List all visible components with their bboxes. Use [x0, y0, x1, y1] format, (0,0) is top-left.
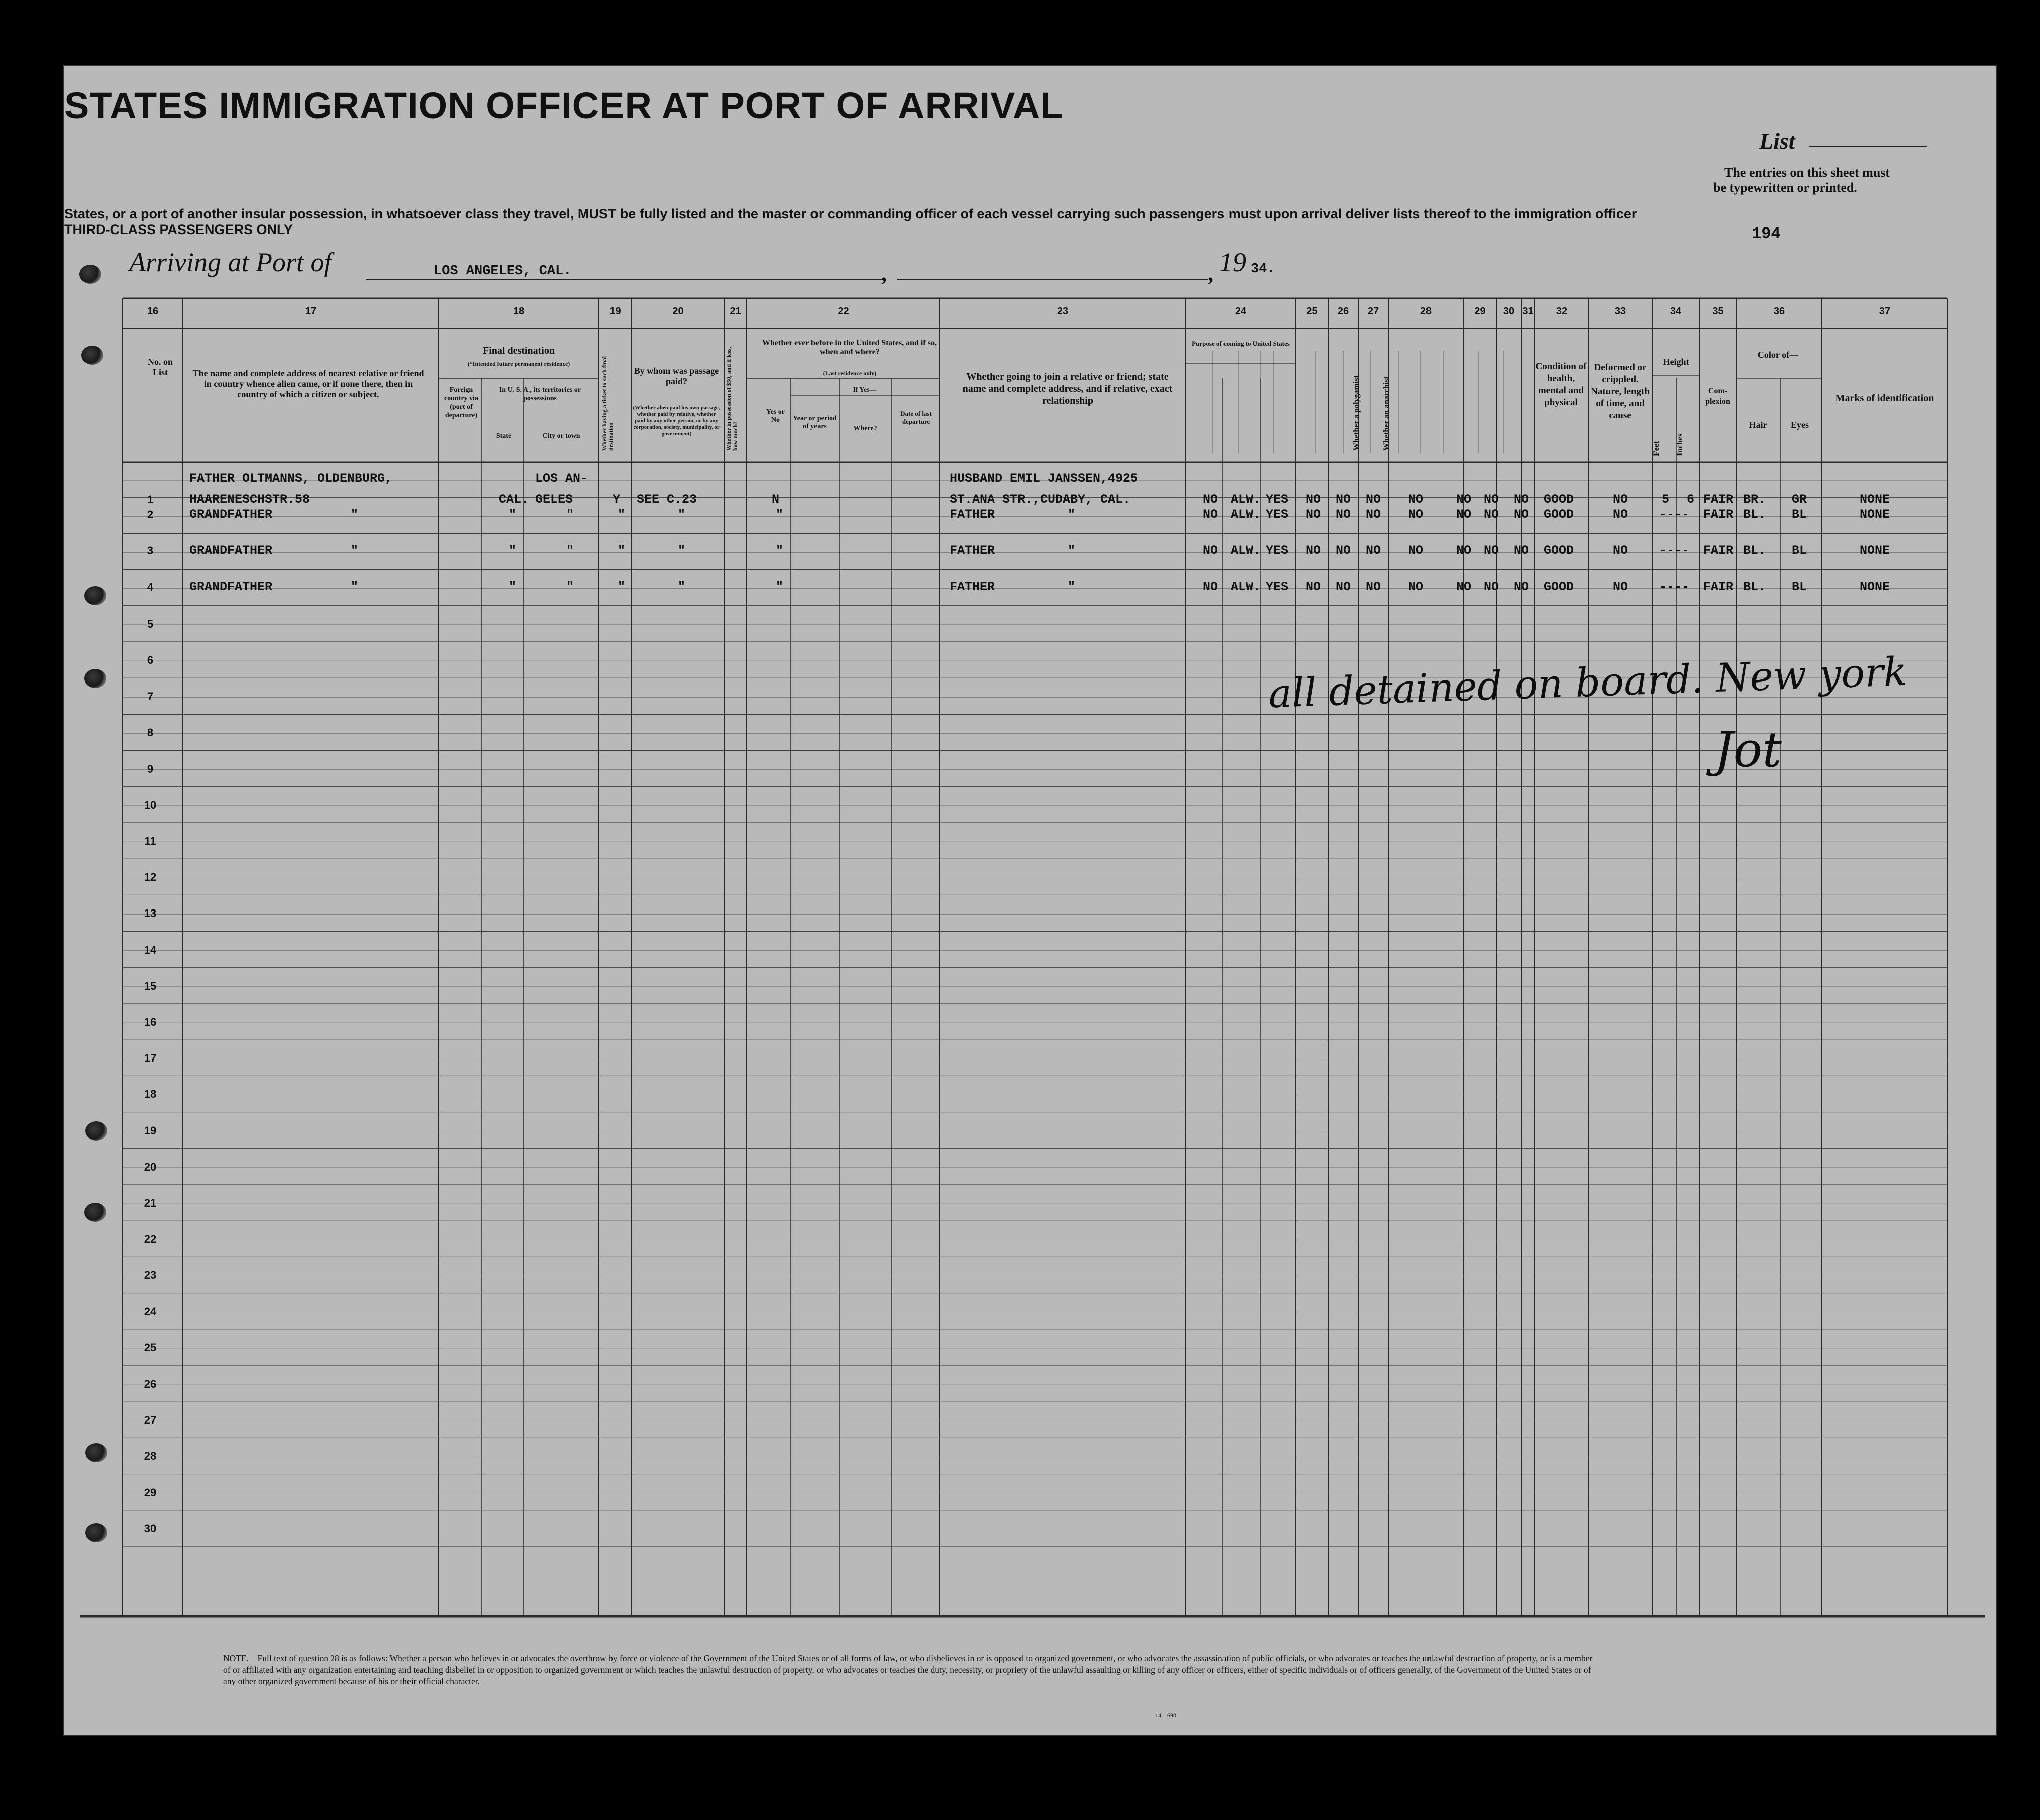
purpose-col-a: NO [1203, 507, 1218, 522]
answer-30: NO [1484, 492, 1499, 507]
ditto-mark: " [1068, 543, 1076, 558]
identification-marks: NONE [1860, 579, 1890, 594]
column-number: 26 [1337, 306, 1349, 317]
ditto-mark: " [678, 579, 686, 594]
answer-25: NO [1306, 507, 1321, 522]
purpose-col-a: NO [1203, 579, 1218, 594]
passage-paid-by: SEE C.23 [637, 492, 697, 507]
height-feet: 5 [1662, 492, 1670, 507]
ditto-mark: " [678, 543, 686, 558]
row-number: 26 [144, 1378, 157, 1390]
eye-color: BL [1792, 579, 1807, 594]
answer-30: NO [1484, 579, 1499, 594]
purpose-col-b: ALW. [1231, 507, 1261, 522]
answer-27: NO [1366, 543, 1381, 558]
column-number: 32 [1556, 306, 1568, 317]
ditto-mark: " [351, 543, 359, 558]
column-number: 27 [1367, 306, 1379, 317]
header-height: Height [1663, 357, 1689, 367]
answer-27: NO [1366, 492, 1381, 507]
row-number: 8 [147, 726, 154, 739]
column-number: 25 [1306, 306, 1318, 317]
header-state: State [496, 432, 512, 440]
deformed: NO [1613, 492, 1628, 507]
relative-abroad: FATHER OLTMANNS, OLDENBURG, [189, 471, 393, 486]
relative-abroad-address: HAARENESCHSTR.58 [189, 492, 310, 507]
eye-color: BL [1792, 543, 1807, 558]
column-number: 35 [1712, 306, 1724, 317]
health-condition: GOOD [1544, 492, 1574, 507]
row-number: 29 [144, 1486, 157, 1499]
header-deformed: Deformed or crippled. Nature, length of time, and cause [1591, 362, 1650, 421]
row-number: 22 [144, 1233, 157, 1246]
column-number: 36 [1773, 306, 1785, 317]
complexion: FAIR [1703, 507, 1734, 522]
answer-27: NO [1366, 507, 1381, 522]
ditto-mark: " [566, 507, 574, 522]
join-relative: FATHER [950, 543, 995, 558]
instruction-line: States, or a port of another insular possession, in whatsoever class they travel, MUST be fully listed and the master or commanding officer of each vessel carrying such passengers must upon arrival deliver lists thereof to the immigration officer [64, 206, 1637, 221]
header-complexion: Com-plexion [1705, 387, 1730, 406]
ditto-mark: " [776, 543, 784, 558]
row-number: 19 [144, 1124, 157, 1137]
destination-city: LOS AN- [535, 471, 588, 486]
column-number: 31 [1522, 306, 1534, 317]
handwritten-annotation: all detained on board. New york [1267, 649, 1908, 717]
purpose-col-a: NO [1203, 543, 1218, 558]
row-number: 9 [147, 762, 154, 775]
eye-color: BL [1792, 507, 1807, 522]
ditto-mark: " [509, 507, 517, 522]
height-inches: 6 [1687, 492, 1695, 507]
header-years: Year or period of years [793, 415, 837, 430]
row-number: 23 [144, 1269, 157, 1282]
column-number: 16 [147, 306, 159, 317]
header-feet: Feet [1652, 441, 1661, 456]
column-number: 28 [1420, 306, 1432, 317]
purpose-col-b: ALW. [1231, 492, 1261, 507]
year-prefix: 19 [1219, 247, 1246, 277]
answer-31: NO [1514, 543, 1529, 558]
ditto-mark: " [566, 543, 574, 558]
ditto-mark: " [351, 507, 359, 522]
destination-state: CAL. [499, 492, 529, 507]
ditto-mark: " [618, 507, 626, 522]
ditto-mark: " [509, 579, 517, 594]
column-number: 17 [305, 306, 317, 317]
column-number: 34 [1670, 306, 1682, 317]
port-name: LOS ANGELES, CAL. [434, 264, 572, 279]
header-anarchist: Whether an anarchist [1382, 376, 1391, 451]
column-number: 22 [838, 306, 849, 317]
row-number: 1 [147, 493, 154, 506]
header-if-yes: If Yes— [853, 386, 877, 394]
page-title: STATES IMMIGRATION OFFICER AT PORT OF ARRIVAL [64, 85, 1064, 126]
handwritten-initials: Jot [1714, 722, 1782, 778]
height-dash: ---- [1659, 579, 1690, 594]
height-dash: ---- [1659, 543, 1690, 558]
answer-30: NO [1484, 507, 1499, 522]
answer-28: NO [1408, 492, 1424, 507]
row-number: 13 [144, 907, 157, 920]
complexion: FAIR [1703, 579, 1734, 594]
ditto-mark: " [618, 579, 626, 594]
answer-29: NO [1456, 579, 1472, 594]
column-number: 30 [1503, 306, 1515, 317]
purpose-col-c: YES [1266, 492, 1289, 507]
header-in-usa: In U. S. A., its territories or possessions [499, 386, 581, 402]
answer-28: NO [1408, 579, 1424, 594]
ditto-mark: " [776, 507, 784, 522]
deformed: NO [1613, 579, 1628, 594]
row-number: 6 [147, 654, 154, 666]
purpose-col-c: YES [1266, 507, 1289, 522]
purpose-col-c: YES [1266, 579, 1289, 594]
row-number: 11 [144, 835, 156, 847]
row-number: 30 [144, 1522, 157, 1535]
answer-26: NO [1336, 507, 1351, 522]
header-final-destination: Final destination [483, 345, 555, 356]
ditto-mark: " [678, 507, 686, 522]
join-relative: HUSBAND EMIL JANSSEN,4925 [950, 471, 1138, 486]
height-dash: ---- [1659, 507, 1690, 522]
header-last-departure: Date of last departure [900, 410, 932, 425]
row-number: 20 [144, 1160, 157, 1173]
row-number: 7 [147, 690, 154, 703]
year-suffix: 34. [1251, 262, 1275, 277]
join-relative: FATHER [950, 579, 995, 594]
answer-28: NO [1408, 507, 1424, 522]
column-number: 20 [672, 306, 684, 317]
answer-31: NO [1514, 579, 1529, 594]
answer-30: NO [1484, 543, 1499, 558]
complexion: FAIR [1703, 492, 1734, 507]
header-ticket: Whether having a ticket to such final destination [601, 356, 615, 451]
ditto-mark: " [1068, 579, 1076, 594]
identification-marks: NONE [1860, 492, 1890, 507]
header-passage-paid: By whom was passage paid? [634, 366, 719, 386]
answer-25: NO [1306, 579, 1321, 594]
before-us-flag: N [772, 492, 780, 507]
health-condition: GOOD [1544, 543, 1574, 558]
header-condition-health: Condition of health, mental and physical [1535, 361, 1587, 408]
ditto-mark: " [1068, 507, 1076, 522]
purpose-col-a: NO [1203, 492, 1218, 507]
row-number: 28 [144, 1450, 157, 1463]
header-final-destination-sub: (*Intended future permanent residence) [467, 360, 570, 367]
identification-marks: NONE [1860, 507, 1890, 522]
column-number: 18 [513, 306, 525, 317]
row-number: 10 [144, 798, 157, 811]
purpose-col-c: YES [1266, 543, 1289, 558]
form-code: 14—690 [1155, 1712, 1176, 1719]
row-number: 15 [144, 979, 157, 992]
header-hair: Hair [1749, 420, 1767, 430]
identification-marks: NONE [1860, 543, 1890, 558]
header-city: City or town [542, 432, 580, 440]
arriving-label: Arriving at Port of [129, 247, 332, 277]
row-number: 21 [144, 1197, 157, 1209]
purpose-col-b: ALW. [1231, 543, 1261, 558]
hair-color: BL. [1743, 507, 1766, 522]
column-number: 23 [1057, 306, 1069, 317]
column-number: 33 [1614, 306, 1626, 317]
answer-25: NO [1306, 543, 1321, 558]
ditto-mark: " [351, 579, 359, 594]
health-condition: GOOD [1544, 507, 1574, 522]
row-number: 14 [144, 943, 157, 956]
answer-26: NO [1336, 492, 1351, 507]
header-relative-abroad: The name and complete address of nearest relative or friend in country whence alien came, or if none there, then in country of which a citizen or subject. [192, 368, 424, 399]
header-color-of: Color of— [1757, 350, 1799, 360]
footer-note: NOTE.—Full text of question 28 is as follows: Whether a person who believes in or advocates the overthrow by force or violence of the Government of the United States or of all forms of law, or who disbelieves in or is opposed to organized government, or who advocates the assassination of public officials, or who advocates or teaches the unlawful destruction of property, or is a member of or affiliated with any organization entertaining and teaching disbelief in or opposition to organized government or which teaches the unlawful destruction of property, or who advocates or teaches the duty, necessity, or propriety of the unlawful assaulting or killing of any officer or officers, either of specific individuals or of officers generally, of the Government of the United States or of any other organized government because of his or their official character. [223, 1653, 1593, 1686]
ditto-mark: " [566, 579, 574, 594]
answer-27: NO [1366, 579, 1381, 594]
row-number: 27 [144, 1414, 157, 1427]
header-marks: Marks of identification [1835, 393, 1934, 404]
row-number: 3 [147, 544, 154, 557]
deformed: NO [1613, 543, 1628, 558]
header-passage-paid-sub: (Whether alien paid his own passage, whether paid by relative, whether paid by any other person, or by any corporation, society, municipality, or government) [633, 405, 720, 437]
complexion: FAIR [1703, 543, 1734, 558]
ditto-mark: " [618, 543, 626, 558]
hair-color: BR. [1743, 492, 1766, 507]
header-purpose: Purpose of coming to United States [1192, 340, 1290, 347]
join-relative: FATHER [950, 507, 995, 522]
header-no-on-list: No. on List [147, 357, 173, 377]
deformed: NO [1613, 507, 1628, 522]
purpose-col-b: ALW. [1231, 579, 1261, 594]
answer-25: NO [1306, 492, 1321, 507]
column-number: 37 [1879, 306, 1891, 317]
row-number: 2 [147, 508, 154, 521]
header-join-relative: Whether going to join a relative or friend; state name and complete address, and if relative, exact relationship [962, 371, 1173, 406]
header-inches: Inches [1676, 433, 1684, 456]
row-number: 16 [144, 1016, 157, 1028]
health-condition: GOOD [1544, 579, 1574, 594]
header-where: Where? [853, 425, 877, 432]
answer-29: NO [1456, 492, 1472, 507]
header-yes-no: Yes or No [766, 408, 785, 424]
answer-29: NO [1456, 543, 1472, 558]
class-line: THIRD-CLASS PASSENGERS ONLY [64, 222, 293, 237]
answer-26: NO [1336, 579, 1351, 594]
entries-note-1: The entries on this sheet must [1724, 165, 1890, 180]
ditto-mark: " [776, 579, 784, 594]
row-number: 25 [144, 1341, 157, 1354]
header-polygamist: Whether a polygamist [1352, 375, 1361, 451]
header-eyes: Eyes [1791, 420, 1809, 430]
relative-abroad: GRANDFATHER [189, 507, 273, 522]
row-number: 24 [144, 1305, 157, 1318]
eye-color: GR [1792, 492, 1807, 507]
list-label: List [1759, 128, 1795, 154]
answer-31: NO [1514, 492, 1529, 507]
ticket-flag: Y [613, 492, 621, 507]
answer-26: NO [1336, 543, 1351, 558]
column-number: 21 [730, 306, 741, 317]
row-number: 18 [144, 1088, 157, 1101]
column-number: 29 [1474, 306, 1486, 317]
ditto-mark: " [509, 543, 517, 558]
relative-abroad: GRANDFATHER [189, 543, 273, 558]
entries-note-2: be typewritten or printed. [1713, 180, 1857, 195]
row-number: 17 [144, 1052, 157, 1065]
row-number: 5 [147, 617, 154, 630]
hair-color: BL. [1743, 579, 1766, 594]
header-before-us-sub: (Last residence only) [823, 370, 877, 377]
answer-29: NO [1456, 507, 1472, 522]
row-number: 12 [144, 871, 157, 884]
join-relative-address: ST.ANA STR.,CUDABY, CAL. [950, 492, 1131, 507]
relative-abroad: GRANDFATHER [189, 579, 273, 594]
header-foreign-country: Foreign country via (port of departure) [444, 386, 479, 419]
sheet-number: 194 [1752, 224, 1781, 243]
hair-color: BL. [1743, 543, 1766, 558]
column-number: 19 [609, 306, 621, 317]
destination-city-cont: GELES [535, 492, 573, 507]
column-number: 24 [1235, 306, 1247, 317]
row-number: 4 [147, 580, 154, 593]
answer-28: NO [1408, 543, 1424, 558]
answer-31: NO [1514, 507, 1529, 522]
header-money: Whether in possession of $50, and if less, how much? [725, 347, 739, 451]
header-before-us: Whether ever before in the United States, and if so, when and where? [762, 339, 937, 356]
